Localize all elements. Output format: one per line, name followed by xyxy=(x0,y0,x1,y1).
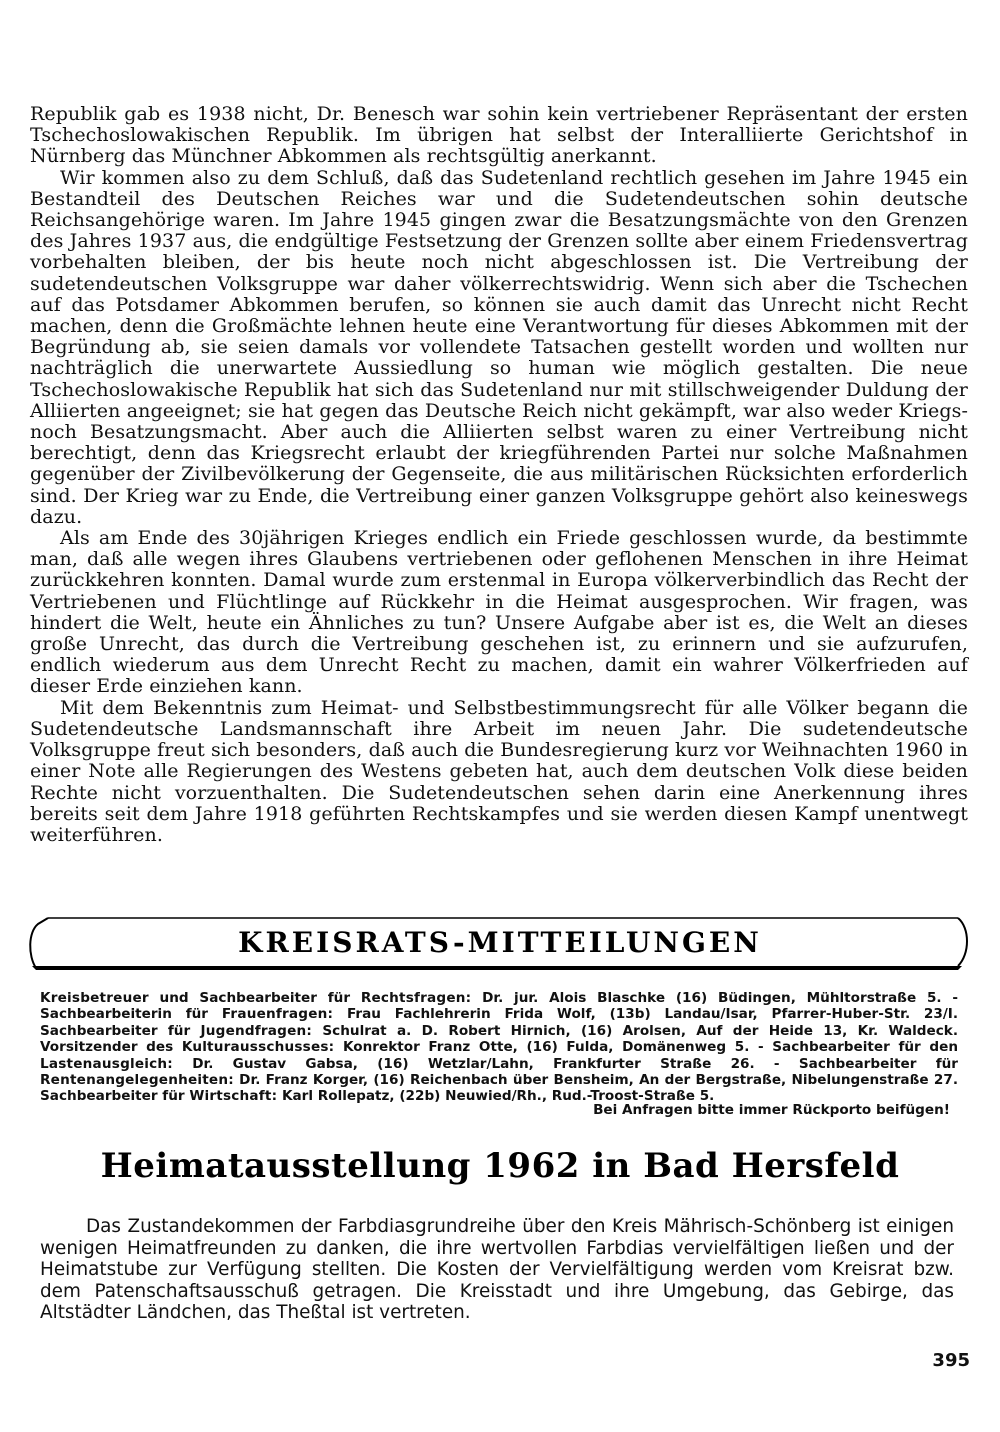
exhibition-paragraph: Das Zustandekommen der Farbdiasgrundreihe über den Kreis Mährisch-Schönberg ist einigen wenigen Heimatfreunden zu danken, die ihre wertvollen Farbdias vervielfältigen ließen und der Heimatstube zur Verfügung stellten. Die Kosten der Vervielfältigung werden vom Kreisrat bzw. dem Patenschaftsausschuß getragen. Die Kreisstadt und ihre Umgebung, das Gebirge, das Altstädter Ländchen, das Theßtal ist vertreten. xyxy=(40,1216,954,1324)
article-paragraph: Republik gab es 1938 nicht, Dr. Benesch war sohin kein vertriebener Repräsentant der ersten Tschechoslowakischen Republik. Im übrigen hat selbst der Interalliierte Gerichtshof in Nürnberg das Münchner Abkommen als rechtsgültig anerkannt. xyxy=(30,103,968,168)
contact-label: Kreisbetreuer xyxy=(40,990,149,1006)
kreisrats-banner xyxy=(28,912,972,974)
contact-text: Konrektor Franz Otte, (16) Fulda, Domänenweg 5. - Sachbearbeiter für den xyxy=(334,1039,958,1056)
article-paragraph: Wir kommen also zu dem Schluß, daß das Sudetenland rechtlich gesehen im Jahre 1945 ein Bestandteil des Deutschen Reiches war und die Sudetendeutschen sohin deutsche Reichsangehörige waren. Im Jahre 1945 gingen zwar die Besatzungsmächte von den Grenzen des Jahres 1937 aus, die endgültige Festsetzung der Grenzen sollte aber einem Friedensvertrag vorbehalten bleiben, der bis heute noch nicht abgeschlossen ist. Die Vertreibung der sudetendeutschen Volksgruppe war daher völkerrechtswidrig. Wenn sich aber die Tschechen auf das Potsdamer Abkommen berufen, so können sie auch damit das Unrecht nicht Recht machen, denn die Großmächte lehnen heute eine Verantwortung für dieses Abkommen mit der Begründung ab, sie seien damals vor vollendete Tatsachen gestellt worden und wollten nur nachträglich die unerwartete Aussiedlung so human wie möglich gestalten. Die neue Tschechoslowakische Republik hat sich das Sudetenland nur mit stillschweigender Duldung der Alliierten angeeignet; sie hat gegen das Deutsche Reich nicht gekämpft, war also weder Kriegs- noch Besatzungsmacht. Aber auch die Alliierten selbst waren zu einer Vertreibung nicht berechtigt, denn das Kriegsrecht erlaubt der kriegführenden Partei nur solche Maßnahmen gegenüber der Zivilbevölkerung der Gegenseite, die aus militärischen Rücksichten erforderlich sind. Der Krieg war zu Ende, die Vertreibung einer ganzen Volksgruppe gehört also keineswegs dazu. xyxy=(30,166,968,528)
exhibition-text xyxy=(40,1216,954,1324)
article-paragraph: Mit dem Bekenntnis zum Heimat- und Selbstbestimmungsrecht für alle Völker begann die Sudetendeutsche Landsmannschaft ihre Arbeit im neuen Jahr. Die sudetendeutsche Volksgruppe freut sich besonders, daß auch die Bundesregierung kurz vor Weihnachten 1960 in einer Note alle Regierungen des Westens gebeten hat, auch dem deutschen Volk diese beiden Rechte nicht vorzuenthalten. Die Sudetendeutschen sehen darin eine Anerkennung ihres bereits seit dem Jahre 1918 geführten Rechtskampfes und sie werden diesen Kampf unentwegt weiterführen. xyxy=(30,696,968,846)
contact-label: Rentenangelegenheiten: xyxy=(40,1072,234,1089)
page-number: 395 xyxy=(932,1350,970,1371)
contact-text: Frau Fachlehrerin Frida Wolf, (13b) Landau/Isar, Pfarrer-Huber-Str. 23/I. Sachbearbeiter für xyxy=(40,1006,959,1039)
contact-text: Dr. Gustav Gabsa, (16) Wetzlar/Lahn, Frankfurter Straße 26. - Sachbearbeiter für xyxy=(172,1055,958,1072)
contact-text: Dr. Franz Korger, (16) Reichenbach über Bensheim, An der Bergstraße, Nibelungenstraße 27. Sachbearbeiter für xyxy=(40,1072,958,1105)
return-postage-note: Bei Anfragen bitte immer Rückporto beifügen! xyxy=(593,1102,950,1118)
contact-label: Wirtschaft: xyxy=(189,1088,278,1105)
contact-label: Kulturausschusses: xyxy=(181,1039,335,1056)
contact-label: Rechtsfragen: xyxy=(360,990,472,1006)
article-paragraph: Als am Ende des 30jährigen Krieges endlich ein Friede geschlossen wurde, da bestimmte man, daß alle wegen ihres Glaubens vertriebenen oder geflohenen Menschen in ihre Heimat zurückkehren konnten. Damal wurde zum erstenmal in Europa völkerverbindlich das Recht der Vertriebenen und Flüchtlinge auf Rückkehr in die Heimat ausgesprochen. Wir fragen, was hindert die Welt, heute ein Ähnliches zu tun? Unsere Aufgabe aber ist es, die Welt an dieses große Unrecht, das durch die Vertreibung geschehen ist, zu erinnern und sie aufzurufen, endlich wiederum aus dem Unrecht Recht zu machen, damit ein wahrer Völkerfrieden auf dieser Erde einziehen kann. xyxy=(30,527,968,698)
contact-label: Jugendfragen: xyxy=(200,1022,313,1039)
contact-text: Dr. jur. Alois Blaschke (16) Büdingen, Mühltorstraße 5. - Sachbearbeiterin für xyxy=(40,990,958,1023)
section-heading: Heimatausstellung 1962 in Bad Hersfeld xyxy=(100,1146,900,1186)
banner-title: KREISRATS-MITTEILUNGEN xyxy=(238,926,762,959)
contact-label: Frauenfragen: xyxy=(221,1006,334,1023)
kreisrat-contacts xyxy=(40,990,958,1105)
contact-text: und Sachbearbeiter für xyxy=(148,990,361,1006)
contact-text: Schulrat a. D. Robert Hirnich, (16) Arolsen, Auf der Heide 13, Kr. Waldeck. Vorsitzender des xyxy=(40,1022,958,1056)
article-body xyxy=(30,104,968,846)
contact-text: Karl Rollepatz, (22b) Neuwied/Rh., Rud.-Troost-Straße 5. xyxy=(277,1088,715,1105)
contact-label: Lastenausgleich: xyxy=(40,1055,173,1072)
